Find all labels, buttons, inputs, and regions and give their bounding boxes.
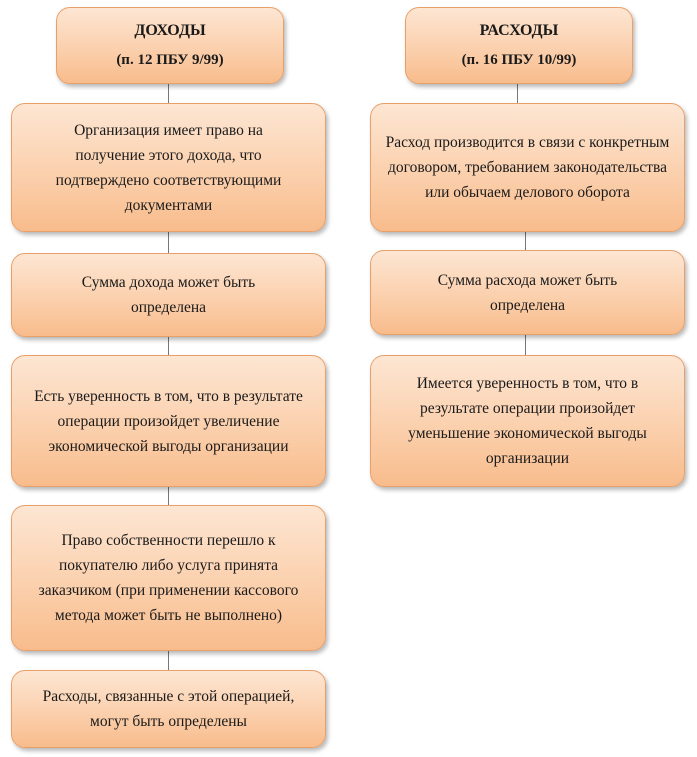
income-connector-2: [168, 232, 169, 253]
expenses-condition-1: Расход производится в связи с конкретным договором, требованием законодательства или обычаем делового оборота: [370, 103, 685, 232]
income-connector-5: [168, 651, 169, 670]
income-connector-1: [168, 84, 169, 103]
expenses-connector-1: [517, 84, 518, 103]
expenses-connector-2: [525, 232, 526, 250]
income-condition-2: Сумма дохода может быть определена: [11, 253, 326, 337]
expenses-header: [405, 7, 633, 84]
income-title: ДОХОДЫ: [134, 21, 206, 39]
income-condition-4: Право собственности перешло к покупателю либо услуга принята заказчиком (при применении кассового метода может быть не выполнено): [11, 505, 326, 651]
income-connector-3: [168, 337, 169, 355]
expenses-condition-2: Сумма расхода может быть определена: [370, 250, 685, 335]
expenses-subtitle: (п. 16 ПБУ 10/99): [461, 52, 577, 69]
income-connector-4: [168, 487, 169, 505]
expenses-condition-3: Имеется уверенность в том, что в результате операции произойдет уменьшение экономической выгоды организации: [370, 355, 685, 487]
income-condition-3: Есть уверенность в том, что в результате операции произойдет увеличение экономической выгоды организации: [11, 355, 326, 487]
income-subtitle: (п. 12 ПБУ 9/99): [116, 52, 224, 69]
income-condition-1: Организация имеет право на получение этого дохода, что подтверждено соответствующими документами: [11, 103, 326, 232]
income-condition-5: Расходы, связанные с этой операцией, могут быть определены: [11, 670, 326, 748]
expenses-title: РАСХОДЫ: [479, 21, 559, 39]
income-header: [56, 7, 284, 84]
expenses-connector-3: [525, 335, 526, 355]
